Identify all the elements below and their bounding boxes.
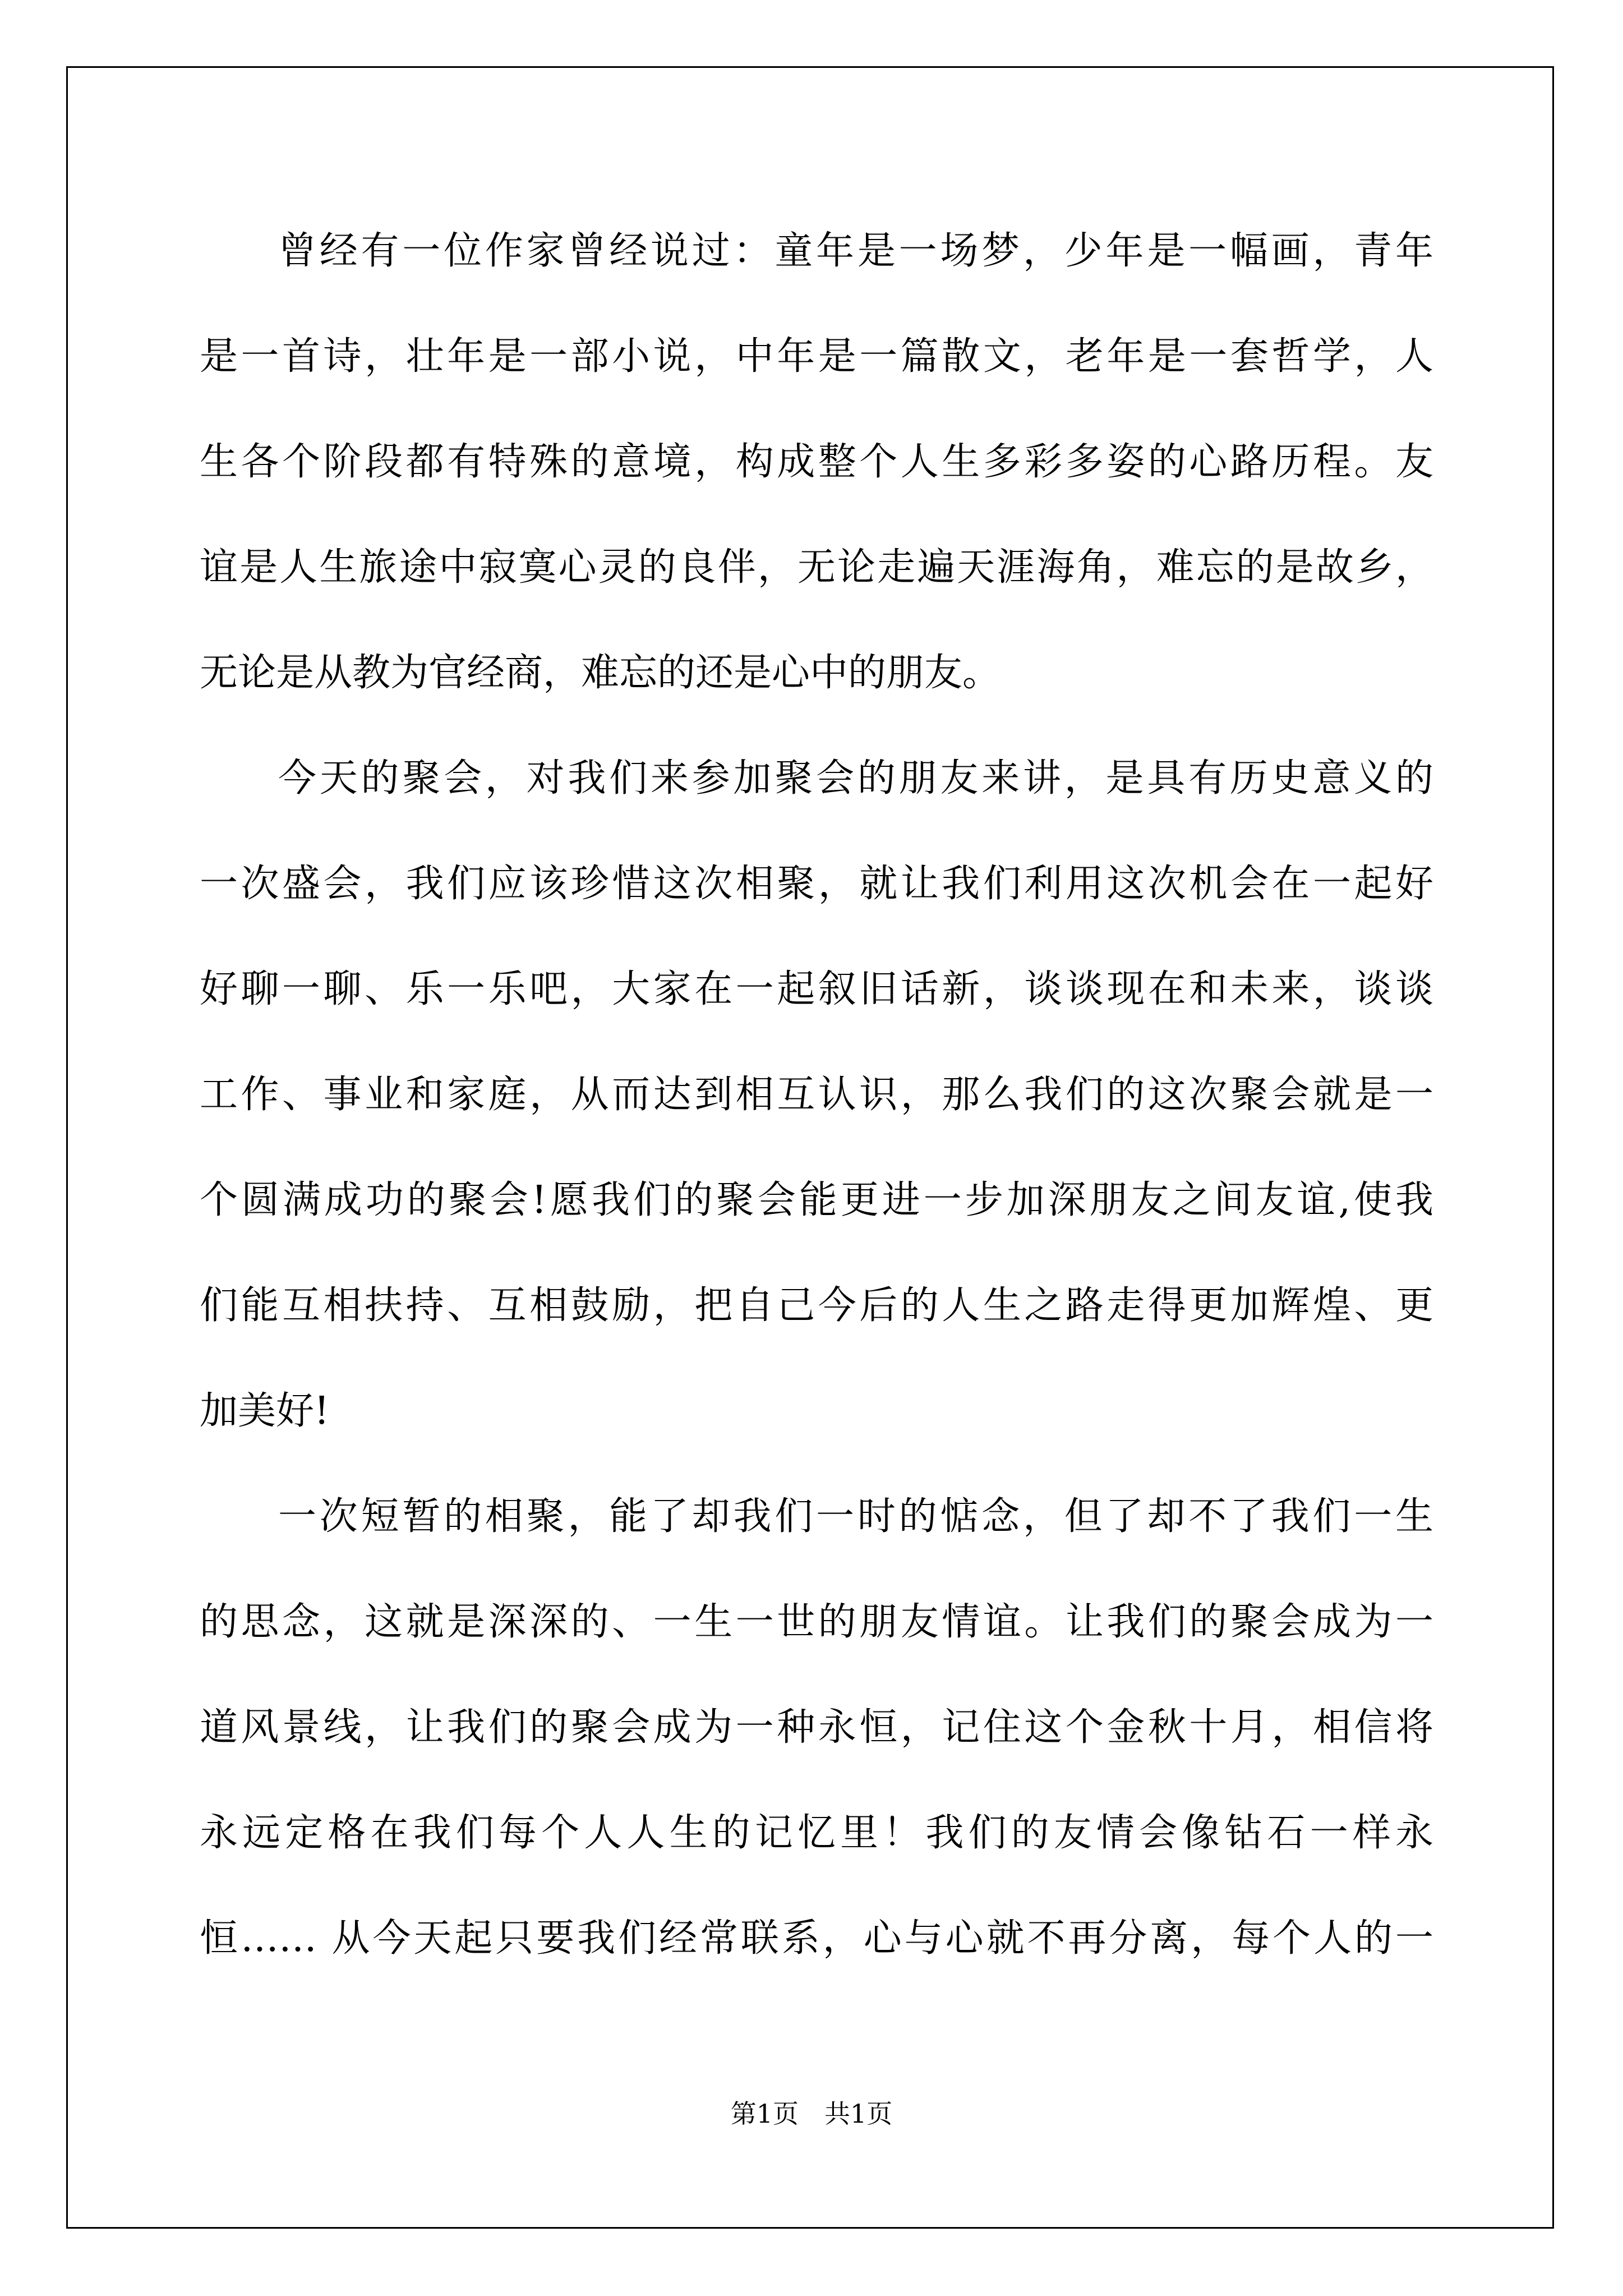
paragraph-line: 永远定格在我们每个人人生的记忆里！我们的友情会像钻石一样永 — [200, 1811, 1433, 1855]
paragraph-line: 一次短暂的相聚，能了却我们一时的惦念，但了却不了我们一生 — [278, 1494, 1433, 1539]
paragraph-line: 谊是人生旅途中寂寞心灵的良伴，无论走遍天涯海角，难忘的是故乡， — [200, 545, 1433, 590]
document-body — [200, 218, 1433, 2010]
paragraph-line: 是一首诗，壮年是一部小说，中年是一篇散文，老年是一套哲学，人 — [200, 334, 1433, 379]
paragraph-line: 好聊一聊、乐一乐吧，大家在一起叙旧话新，谈谈现在和未来，谈谈 — [200, 967, 1433, 1011]
paragraph-line: 工作、事业和家庭，从而达到相互认识，那么我们的这次聚会就是一 — [200, 1073, 1433, 1117]
paragraph-line: 曾经有一位作家曾经说过：童年是一场梦，少年是一幅画，青年 — [278, 229, 1433, 273]
paragraph-line: 个圆满成功的聚会!愿我们的聚会能更进一步加深朋友之间友谊,使我 — [200, 1178, 1433, 1222]
paragraph-line: 生各个阶段都有特殊的意境，构成整个人生多彩多姿的心路历程。友 — [200, 440, 1433, 484]
paragraph-line: 一次盛会，我们应该珍惜这次相聚，就让我们利用这次机会在一起好 — [200, 862, 1433, 906]
paragraph-line: 加美好! — [200, 1389, 330, 1433]
paragraph-line: 的思念，这就是深深的、一生一世的朋友情谊。让我们的聚会成为一 — [200, 1600, 1433, 1644]
paragraph-line: 们能互相扶持、互相鼓励，把自己今后的人生之路走得更加辉煌、更 — [200, 1283, 1433, 1328]
paragraph-line: 今天的聚会，对我们来参加聚会的朋友来讲，是具有历史意义的 — [278, 756, 1433, 800]
paragraph-line: 恒…… 从今天起只要我们经常联系，心与心就不再分离，每个人的一 — [200, 1916, 1433, 1961]
paragraph-line: 无论是从教为官经商，难忘的还是心中的朋友。 — [200, 651, 1001, 695]
paragraph-line: 道风景线，让我们的聚会成为一种永恒，记住这个金秋十月，相信将 — [200, 1705, 1433, 1750]
page-number-footer: 第1页 共1页 — [730, 2099, 893, 2129]
